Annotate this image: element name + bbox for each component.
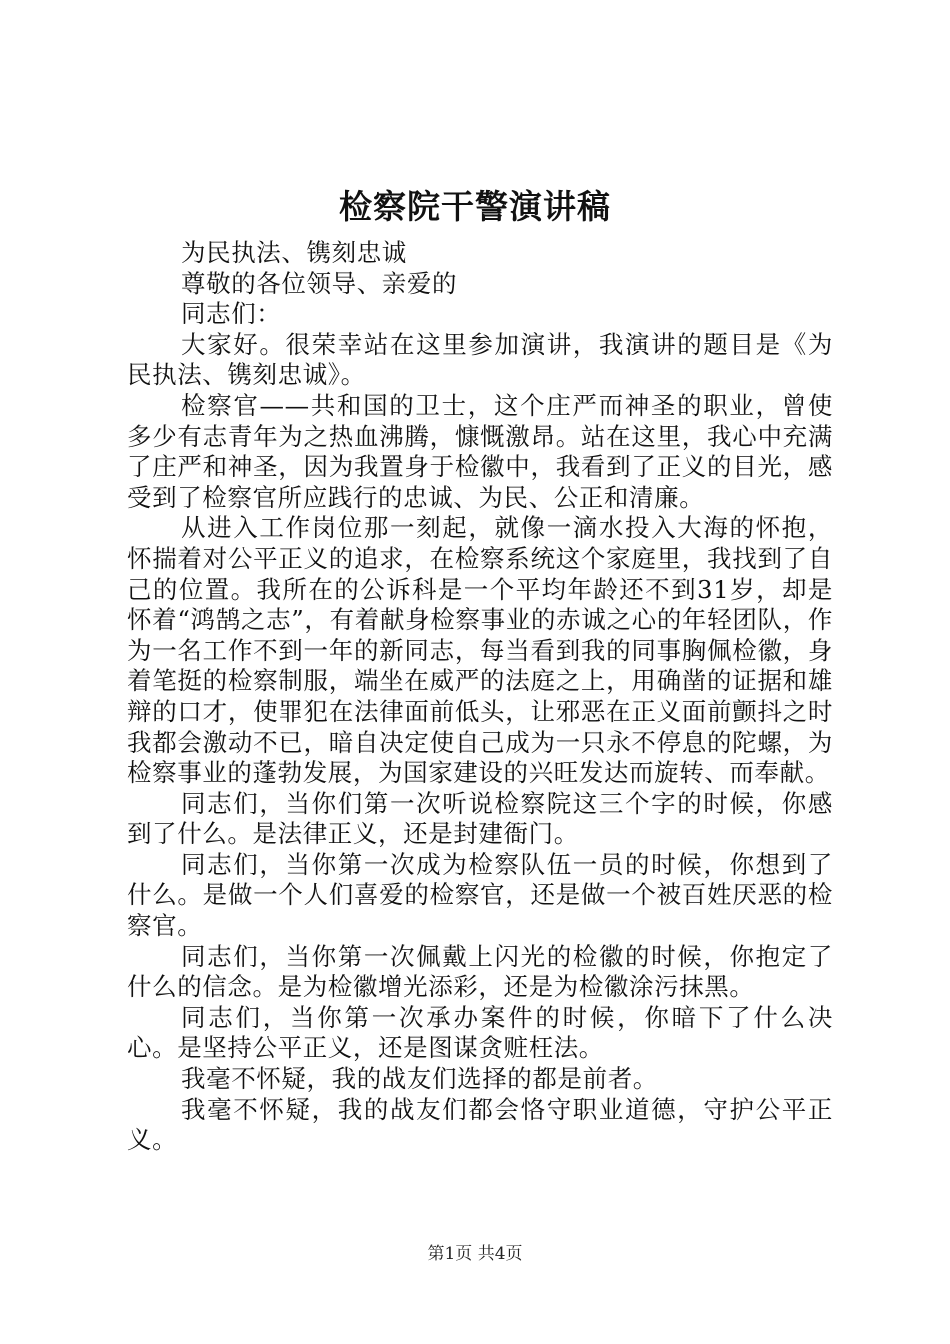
page-number-footer: 第1页 共4页 <box>427 1244 523 1264</box>
paragraph: 同志们，当你第一次成为检察队伍一员的时候，你想到了什么。是做一个人们喜爱的检察官，还是做一个被百姓厌恶的检察官。 <box>127 849 833 941</box>
paragraph: 为民执法、镌刻忠诚 <box>181 238 407 267</box>
paragraph: 同志们，当你第一次承办案件的时候，你暗下了什么决心。是坚持公平正义，还是图谋贪赃枉法。 <box>127 1002 833 1063</box>
paragraph: 我毫不怀疑，我的战友们都会恪守职业道德，守护公平正义。 <box>127 1094 833 1155</box>
paragraph: 我毫不怀疑，我的战友们选择的都是前者。 <box>181 1064 658 1094</box>
paragraph: 同志们，当你们第一次听说检察院这三个字的时候，你感到了什么。是法律正义，还是封建衙门。 <box>127 788 833 849</box>
document-body <box>127 238 833 1156</box>
paragraph: 同志们，当你第一次佩戴上闪光的检徽的时候，你抱定了什么的信念。是为检徽增光添彩，还是为检徽涂污抹黑。 <box>127 941 833 1002</box>
paragraph: 从进入工作岗位那一刻起，就像一滴水投入大海的怀抱，怀揣着对公平正义的追求，在检察系统这个家庭里，我找到了自己的位置。我所在的公诉科是一个平均年龄还不到31岁，却是怀着“鸿鹄之志”，有着献身检察事业的赤诚之心的年轻团队，作为一名工作不到一年的新同志，每当看到我的同事胸佩检徽，身着笔挺的检察制服，端坐在威严的法庭之上，用确凿的证据和雄辩的口才，使罪犯在法律面前低头，让邪恶在正义面前颤抖之时我都会激动不已，暗自决定使自己成为一只永不停息的陀螺，为检察事业的蓬勃发展，为国家建设的兴旺发达而旋转、而奉献。 <box>127 513 833 788</box>
document-title: 检察院干警演讲稿 <box>339 187 611 226</box>
paragraph: 同志们： <box>181 299 282 329</box>
paragraph: 尊敬的各位领导、亲爱的 <box>181 268 458 298</box>
paragraph: 大家好。很荣幸站在这里参加演讲，我演讲的题目是《为民执法、镌刻忠诚》。 <box>127 329 833 390</box>
paragraph: 检察官——共和国的卫士，这个庄严而神圣的职业，曾使多少有志青年为之热血沸腾，慷慨激昂。站在这里，我心中充满了庄严和神圣，因为我置身于检徽中，我看到了正义的目光，感受到了检察官所应践行的忠诚、为民、公正和清廉。 <box>127 390 833 512</box>
